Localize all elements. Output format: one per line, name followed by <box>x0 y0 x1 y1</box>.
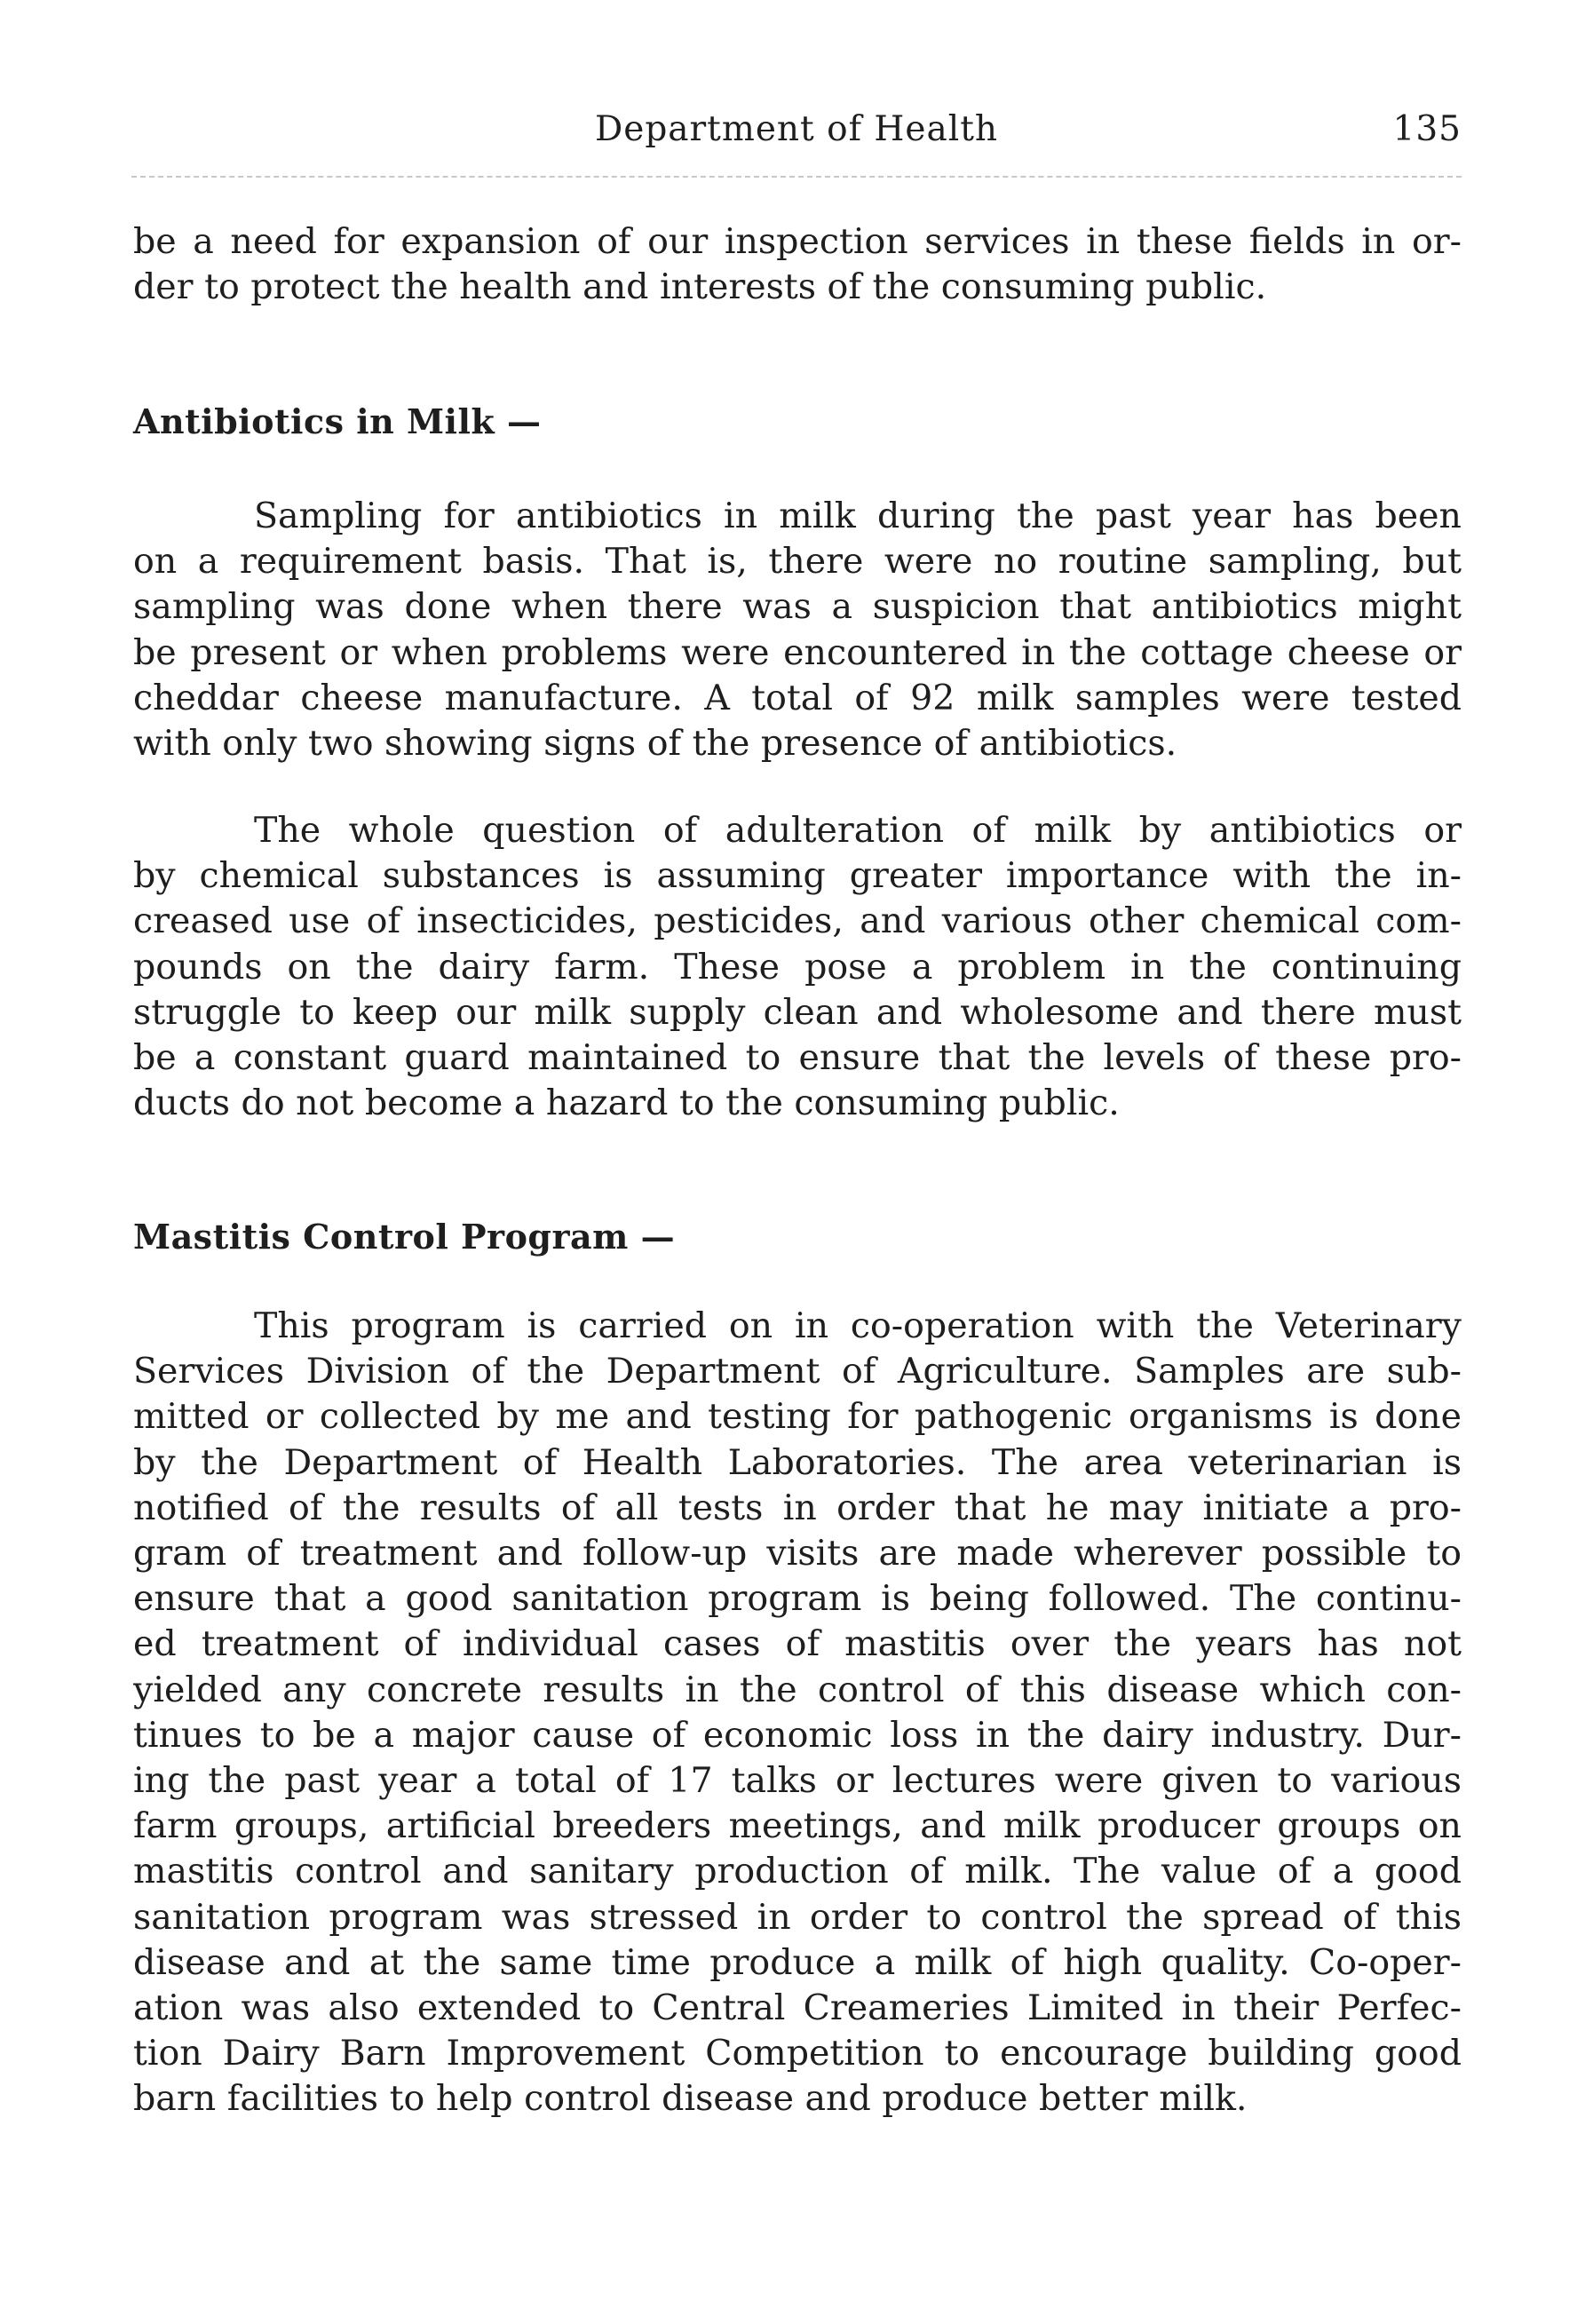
text-line: with only two showing signs of the presence of antibiotics. <box>133 723 1177 765</box>
text-line: be a need for expansion of our inspection services in these fields in or- <box>133 221 1462 262</box>
text-line: mastitis control and sanitary production of milk. The value of a good <box>133 1851 1462 1892</box>
text-line: tinues to be a major cause of economic loss in the dairy industry. Dur- <box>133 1714 1462 1756</box>
text-line: mitted or collected by me and testing for pathogenic organisms is done <box>133 1396 1462 1438</box>
text-line: tion Dairy Barn Improvement Competition to encourage building good <box>133 2033 1462 2074</box>
running-title: Department of Health <box>594 109 999 149</box>
text-line: struggle to keep our milk supply clean and wholesome and there must <box>133 991 1462 1033</box>
text-line: Services Division of the Department of Agriculture. Samples are sub- <box>133 1351 1462 1392</box>
text-line: farm groups, artificial breeders meetings, and milk producer groups on <box>133 1805 1462 1847</box>
text-line: Sampling for antibiotics in milk during the past year has been <box>254 496 1462 536</box>
text-line: sanitation program was stressed in order to control the spread of this <box>133 1896 1462 1938</box>
text-line: gram of treatment and follow-up visits are made wherever possible to <box>133 1533 1462 1574</box>
text-line: ed treatment of individual cases of mastitis over the years has not <box>133 1623 1462 1665</box>
text-line: by chemical substances is assuming greater importance with the in- <box>133 855 1462 897</box>
text-line: be a constant guard maintained to ensure that the levels of these pro- <box>133 1037 1462 1079</box>
section-heading-mastitis: Mastitis Control Program — <box>133 1217 676 1257</box>
text-line: ducts do not become a hazard to the consuming public. <box>133 1083 1120 1124</box>
text-line: This program is carried on in co-operation with the Veterinary <box>254 1305 1462 1346</box>
header-rule <box>131 176 1462 178</box>
text-line: creased use of insecticides, pesticides, and various other chemical com- <box>133 900 1462 942</box>
mastitis-paragraph-1 <box>133 1304 1462 2122</box>
text-line: ation was also extended to Central Creameries Limited in their Perfec- <box>133 1987 1462 2029</box>
antibiotics-paragraph-1 <box>133 494 1462 766</box>
text-line: pounds on the dairy farm. These pose a problem in the continuing <box>133 946 1462 988</box>
text-line: ensure that a good sanitation program is being followed. The continu- <box>133 1578 1462 1620</box>
text-line: on a requirement basis. That is, there were no routine sampling, but <box>133 541 1462 583</box>
text-line: ing the past year a total of 17 talks or lectures were given to various <box>133 1760 1462 1802</box>
text-line: der to protect the health and interests of the consuming public. <box>133 266 1267 308</box>
text-line: cheddar cheese manufacture. A total of 92 milk samples were tested <box>133 677 1462 718</box>
section-heading-antibiotics: Antibiotics in Milk — <box>133 401 542 441</box>
text-line: barn facilities to help control disease and produce better milk. <box>133 2078 1248 2120</box>
antibiotics-paragraph-2 <box>133 808 1462 1126</box>
text-line: notified of the results of all tests in order that he may initiate a pro- <box>133 1487 1462 1528</box>
text-line: be present or when problems were encountered in the cottage cheese or <box>133 631 1462 673</box>
running-header <box>131 109 1462 159</box>
intro-paragraph <box>133 219 1462 310</box>
text-line: by the Department of Health Laboratories. The area veterinarian is <box>133 1441 1462 1483</box>
page-number: 135 <box>1392 109 1462 149</box>
text-line: sampling was done when there was a suspicion that antibiotics might <box>133 586 1462 628</box>
text-line: disease and at the same time produce a milk of high quality. Co-oper- <box>133 1941 1462 1983</box>
text-line: The whole question of adulteration of milk by antibiotics or <box>254 810 1462 851</box>
text-line: yielded any concrete results in the control of this disease which con- <box>133 1669 1462 1710</box>
